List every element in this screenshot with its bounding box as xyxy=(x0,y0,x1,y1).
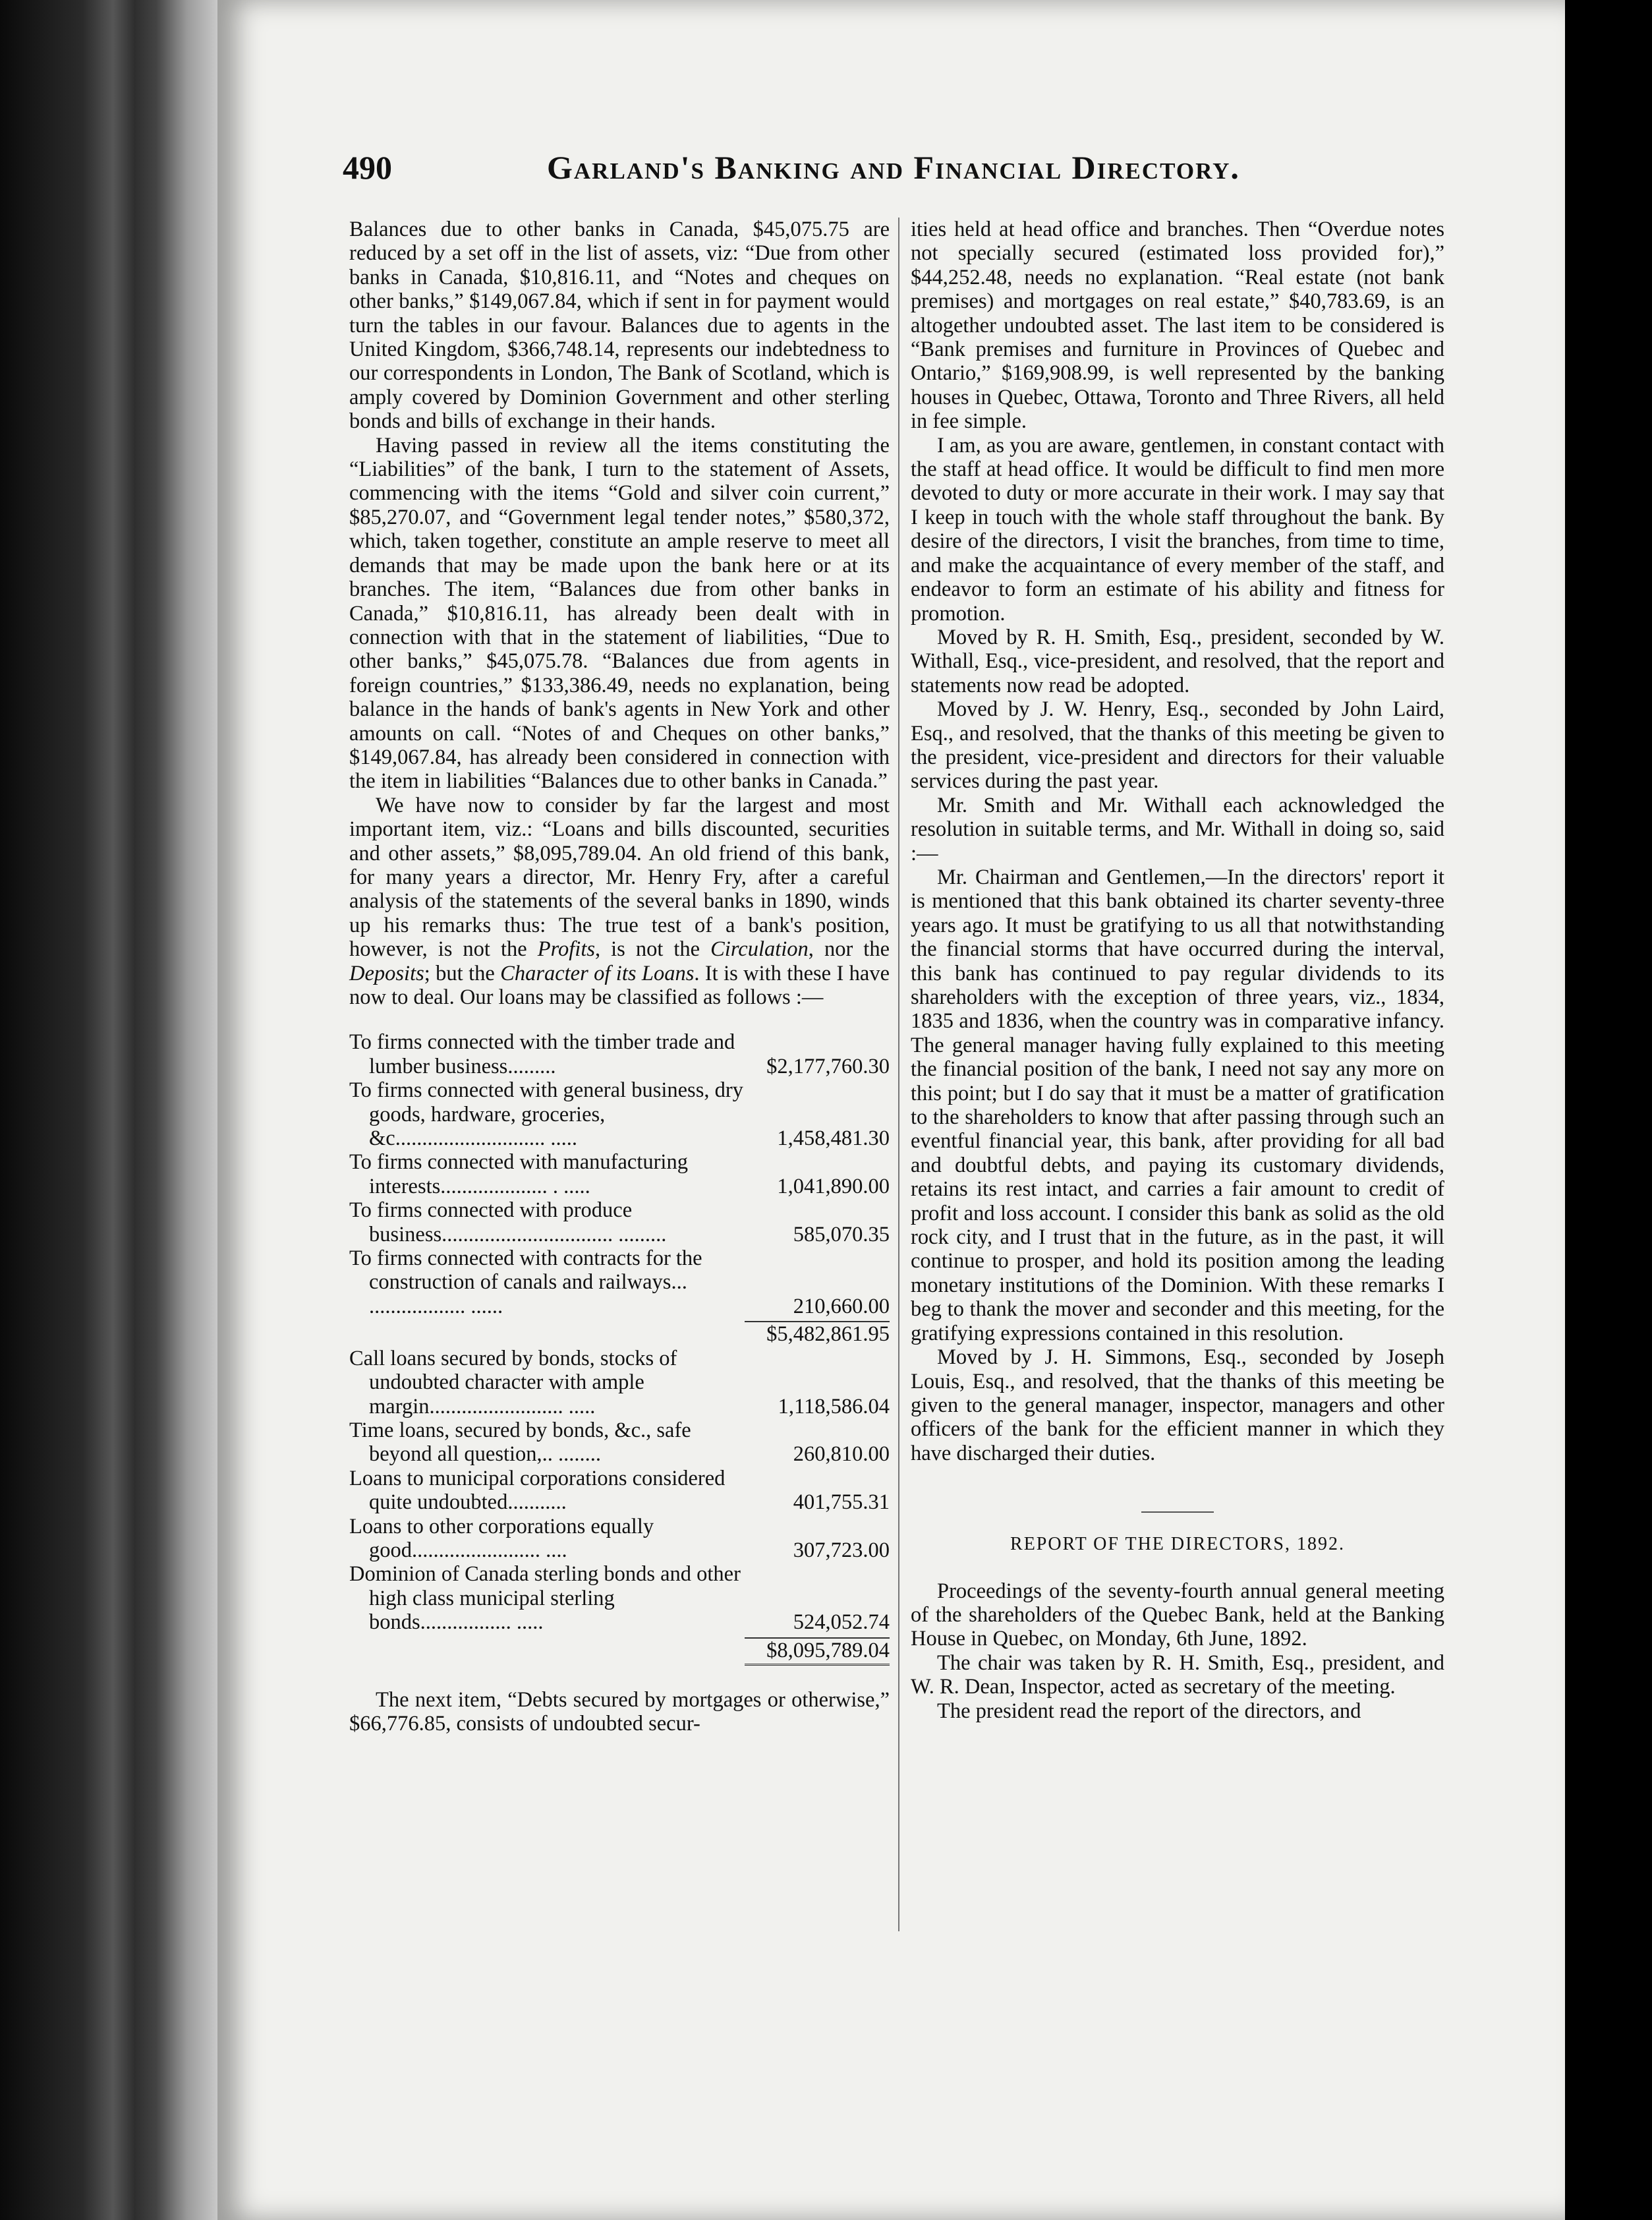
paragraph: We have now to consider by far the largest and most important item, viz.: “Loans and bills discounted, securities and other assets,” $8,095,789.04. An old friend of this bank, for many years a director, Mr. Henry Fry, after a careful analysis of the statements of the several banks in 1890, winds up his remarks thus: The true test of a bank's position, however, is not the Profits, is not the Circulation, nor the Deposits; but the Character of its Loans. It is with these I have now to deal. Our loans may be classified as follows :— xyxy=(349,793,890,1009)
loan-description: Dominion of Canada sterling bonds and other high class municipal sterling bonds................. ..... xyxy=(349,1562,741,1635)
paragraph: Proceedings of the seventy-fourth annual general meeting of the shareholders of the Quebec Bank, held at the Banking House in Quebec, on Monday, 6th June, 1892. xyxy=(911,1579,1444,1651)
paragraph: The next item, “Debts secured by mortgages or otherwise,” $66,776.85, consists of undoubted secur- xyxy=(349,1687,890,1736)
paragraph: Balances due to other banks in Canada, $45,075.75 are reduced by a set off in the list of assets, viz: “Due from other banks in Canada, $10,816.11, and “Notes and cheques on other banks,” $149,067.84, which if sent in for payment would turn the tables in our favour. Balances due to agents in the United Kingdom, $366,748.14, represents our indebtedness to our correspondents in London, The Bank of Scotland, which is amply covered by Dominion Government and other sterling bonds and bills of exchange in their hands. xyxy=(349,218,890,434)
loan-amount: $2,177,760.30 xyxy=(766,1054,890,1078)
column-rule xyxy=(898,218,899,1931)
loan-amount: 210,660.00 xyxy=(793,1294,890,1318)
loan-description: Loans to other corporations equally good........................ .... xyxy=(349,1514,654,1562)
loan-description: To firms connected with general business, dry goods, hardware, groceries, &c............................ ..... xyxy=(349,1078,743,1151)
loan-classification-table xyxy=(349,1030,890,1666)
table-row xyxy=(349,1078,890,1150)
loan-amount: 1,118,586.04 xyxy=(778,1394,890,1418)
loan-description: To firms connected with produce business................................ ......... xyxy=(349,1198,667,1246)
right-column xyxy=(911,218,1444,1723)
loan-description: To firms connected with contracts for the construction of canals and railways... .................. ...... xyxy=(349,1246,702,1318)
loans-subtotal: $5,482,861.95 xyxy=(745,1321,890,1346)
paragraph: Mr. Smith and Mr. Withall each acknowledged the resolution in suitable terms, and Mr. Withall in doing so, said :— xyxy=(911,793,1444,865)
paragraph: I am, as you are aware, gentlemen, in constant contact with the staff at head office. It would be difficult to find men more devoted to duty or more accurate in their work. I may say that I keep in touch with the whole staff throughout the bank. By desire of the directors, I visit the branches, from time to time, and make the acquaintance of every member of the staff, and endeavor to form an estimate of his ability and fitness for promotion. xyxy=(911,433,1444,626)
table-row xyxy=(349,1562,890,1634)
loan-amount: 585,070.35 xyxy=(793,1222,890,1246)
running-header xyxy=(343,148,1239,194)
table-row xyxy=(349,1347,890,1418)
table-row xyxy=(349,1246,890,1318)
table-row xyxy=(349,1515,890,1563)
loan-description: Call loans secured by bonds, stocks of undoubted character with ample margin......................... ..... xyxy=(349,1346,677,1418)
page-number: 490 xyxy=(343,149,392,186)
loan-description: To firms connected with manufacturing interests.................... . ..... xyxy=(349,1150,688,1198)
table-row xyxy=(349,1198,890,1246)
paragraph: Moved by J. H. Simmons, Esq., seconded by Joseph Louis, Esq., and resolved, that the thanks of this meeting be given to the general manager, inspector, managers and other officers of the bank for the efficient manner in which they have discharged their duties. xyxy=(911,1345,1444,1465)
loan-amount: 1,458,481.30 xyxy=(777,1126,890,1151)
loan-amount: 401,755.31 xyxy=(793,1490,890,1515)
loan-description: Time loans, secured by bonds, &c., safe beyond all question,.. ........ xyxy=(349,1418,691,1467)
section-heading: REPORT OF THE DIRECTORS, 1892. xyxy=(1010,1534,1345,1555)
paragraph: Moved by J. W. Henry, Esq., seconded by John Laird, Esq., and resolved, that the thanks of this meeting be given to the president, vice-president and directors for their valuable services during the past year. xyxy=(911,697,1444,794)
paragraph: The chair was taken by R. H. Smith, Esq., president, and W. R. Dean, Inspector, acted as secretary of the meeting. xyxy=(911,1650,1444,1699)
spacer xyxy=(349,1666,890,1688)
section-separator xyxy=(1141,1511,1214,1513)
paragraph: Moved by R. H. Smith, Esq., president, seconded by W. Withall, Esq., vice-president, and resolved, that the report and statements now read be adopted. xyxy=(911,625,1444,697)
table-row xyxy=(349,1150,890,1198)
left-column xyxy=(349,218,890,1736)
loan-amount: 260,810.00 xyxy=(793,1442,890,1467)
book-spine-shadow xyxy=(0,0,217,2220)
loan-amount: 524,052.74 xyxy=(793,1610,890,1635)
paragraph: Having passed in review all the items constituting the “Liabilities” of the bank, I turn to the statement of Assets, commencing with the items “Gold and silver coin current,” $85,270.07, and “Government legal tender notes,” $580,372, which, taken together, constitute an ample reserve to meet all demands that may be made upon the bank here or at its branches. The item, “Balances due from other banks in Canada,” $10,816.11, has already been dealt with in connection with that in the statement of liabilities, “Due to other banks,” $45,075.78. “Balances due from agents in foreign countries,” $133,386.49, needs no explanation, being balance in the hands of bank's agents in New York and other amounts on call. “Notes of and Cheques on other banks,” $149,067.84, has already been considered in connection with the item in liabilities “Balances due to other banks in Canada.” xyxy=(349,433,890,794)
table-row xyxy=(349,1418,890,1467)
scan-border xyxy=(1565,0,1652,2220)
loans-grand-total: $8,095,789.04 xyxy=(745,1637,890,1666)
table-row xyxy=(349,1467,890,1515)
loan-amount: 1,041,890.00 xyxy=(777,1174,890,1198)
loan-amount: 307,723.00 xyxy=(793,1538,890,1562)
paragraph: Mr. Chairman and Gentlemen,—In the directors' report it is mentioned that this bank obtained its charter seventy-three years ago. It must be gratifying to us all that notwithstanding the financial storms that have occurred during the interval, this bank has continued to pay regular dividends to its shareholders with the exception of three years, viz., 1834, 1835 and 1836, when the country was in comparative infancy. The general manager having fully explained to this meeting the financial position of the bank, I need not say any more on this point; but I do say that it must be a matter of gratification to the shareholders to know that after passing through such an eventful financial year, this bank, after providing for all bad and doubtful debts, and paying its customary dividends, retains its rest intact, and carries a fair amount to credit of profit and loss account. I consider this bank as solid as the old rock city, and I trust that in the future, as in the past, it will continue to prosper, and hold its position among the leading monetary institutions of the Dominion. With these remarks I beg to thank the mover and seconder and this meeting, for the gratifying expressions contained in this resolution. xyxy=(911,865,1444,1345)
paragraph: ities held at head office and branches. Then “Overdue notes not specially secured (estimated loss provided for),” $44,252.48, needs no explanation. “Real estate (not bank premises) and mortgages on real estate,” $40,783.69, is an altogether undoubted asset. The last item to be considered is “Bank premises and furniture in Provinces of Quebec and Ontario,” $169,908.99, is well represented by the banking houses in Quebec, Ottawa, Toronto and Three Rivers, all held in fee simple. xyxy=(911,218,1444,434)
loan-description: To firms connected with the timber trade and lumber business......... xyxy=(349,1030,735,1078)
table-row xyxy=(349,1030,890,1078)
running-title: Garland's Banking and Financial Directory. xyxy=(547,149,1240,186)
paragraph: The president read the report of the directors, and xyxy=(937,1699,1361,1723)
loan-description: Loans to municipal corporations considered quite undoubted........... xyxy=(349,1466,726,1515)
